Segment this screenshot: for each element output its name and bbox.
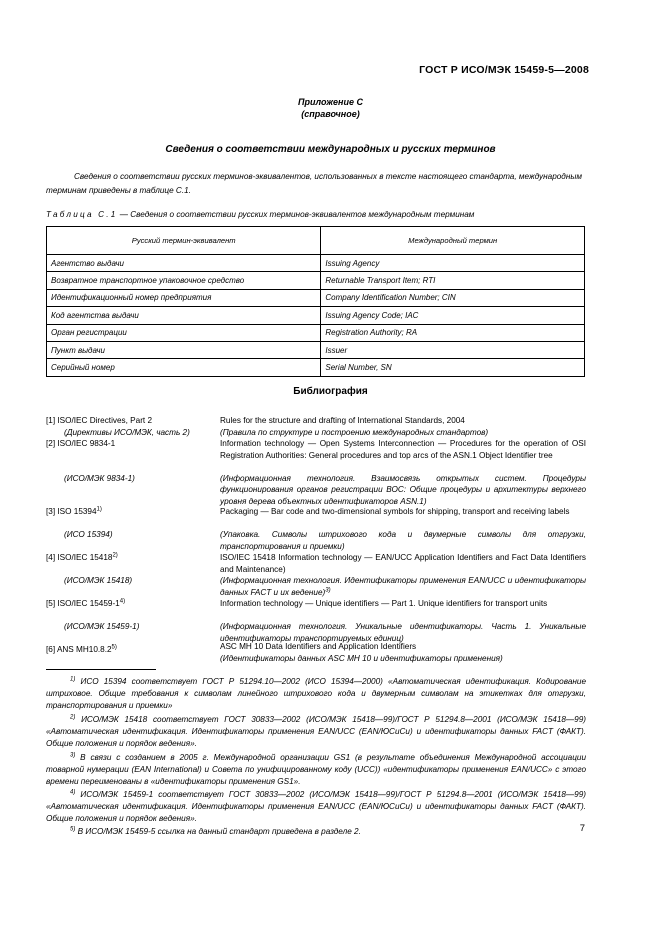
table-header-row [47, 227, 585, 255]
russian-term-cell: Пункт выдачи [47, 341, 321, 358]
bib-entry-ref [46, 598, 125, 610]
bib-entry-title: Information technology — Unique identifiers — Part 1. Unique identifiers for transport units [220, 599, 548, 608]
russian-term-cell: Агентство выдачи [47, 255, 321, 272]
russian-term-cell: Возвратное транспортное упаковочное средство [47, 272, 321, 289]
bib-entry-num: [5] [46, 599, 56, 608]
annex-type: (справочное) [301, 109, 360, 119]
terms-table [46, 226, 585, 377]
table-caption-label: Таблица С.1 [46, 210, 118, 219]
bib-entry-title-ru: (Идентификаторы данных ASC MH 10 и идентификаторы применения) [220, 653, 503, 663]
bib-entry-title: ISO/IEC 15418 Information technology — EAN/UCC Application Identifiers and Fact Data Identifiers and Maintenance) [220, 553, 586, 574]
bib-entry-ref-ru: (ИСО 15394) [64, 530, 113, 539]
bib-entry-ref-ru: (ИСО/МЭК 15418) [64, 576, 133, 585]
footnote-ref: 3) [325, 586, 331, 593]
bib-entry-title-ru [220, 575, 586, 598]
international-term-cell: Company Identification Number; CIN [321, 289, 585, 306]
international-term-cell: Issuing Agency Code; IAC [321, 307, 585, 324]
bib-entry-num: [3] [46, 507, 56, 516]
international-term-cell: Serial Number, SN [321, 359, 585, 376]
bib-entry-title-ru: (Информационная технология. Уникальные идентификаторы. Часть 1. Уникальные идентификаторы транспортируемых единиц) [220, 622, 586, 643]
table-row [47, 307, 585, 324]
bib-entry-title-ru: (Информационная технология. Взаимосвязь открытых систем. Процедуры функционирования органов регистрации ВОС: Общие процедуры и архитектуры верхнего уровня дерева объектных идентификаторов ASN.1) [220, 473, 586, 506]
table-row [47, 341, 585, 358]
table-caption [46, 210, 474, 219]
footnote-text: В ИСО/МЭК 15459-5 ссылка на данный стандарт приведена в разделе 2. [77, 827, 361, 836]
bib-entry-title: ASC MH 10 Data Identifiers and Application Identifiers [220, 642, 417, 651]
russian-term-cell: Серийный номер [47, 359, 321, 376]
table-caption-text: — Сведения о соответствии русских терминов-эквивалентов международным терминам [117, 210, 475, 219]
bib-entry-num: [4] [46, 553, 56, 562]
bib-entry-ref-text: ANS MH10.8.2 [56, 645, 112, 654]
bib-entry-title: Packaging — Bar code and two-dimensional symbols for shipping, transport and receiving labels [220, 507, 570, 516]
bib-entry-ref-text: ISO/IEC 15418 [57, 553, 113, 562]
section-title: Сведения о соответствии международных и русских терминов [165, 144, 496, 155]
footnote-ref: 5) [111, 644, 117, 651]
footnote-ref: 2) [112, 552, 118, 559]
bib-entry-title-ru-text: (Информационная технология. Идентификаторы применения EAN/UCC и идентификаторы данных FACT и их ведение) [220, 576, 586, 597]
footnote-separator [46, 669, 156, 670]
footnote [46, 826, 506, 838]
international-term-cell: Issuing Agency [321, 255, 585, 272]
standard-designation: ГОСТ Р ИСО/МЭК 15459-5—2008 [419, 64, 589, 76]
russian-term-cell: Идентификационный номер предприятия [47, 289, 321, 306]
footnote-mark: 3) [70, 752, 76, 759]
footnote-text: В связи с созданием в 2005 г. Международной организации GS1 (в результате объединения Международной ассоциации товарной нумерации (EAN International) и Совета по унифицированному коду (UCC)) «идентификаторы применения EAN/UCC» с этого времени переименованы в «идентификаторы применения GS1». [46, 753, 587, 786]
table-row [47, 255, 585, 272]
international-term-cell: Registration Authority; RA [321, 324, 585, 341]
table-row [47, 324, 585, 341]
footnote-mark: 5) [70, 826, 76, 833]
footnote [46, 789, 586, 825]
footnote-ref: 4) [119, 598, 126, 605]
international-term-cell: Issuer [321, 341, 585, 358]
table-row [47, 272, 585, 289]
russian-term-cell: Орган регистрации [47, 324, 321, 341]
bib-entry-ref-text: ISO/IEC 9834-1 [57, 439, 116, 448]
bib-entry-ref-text: ISO/IEC Directives, Part 2 [57, 416, 153, 425]
annex-title: Приложение С [298, 97, 363, 107]
footnote [46, 676, 586, 712]
footnote [46, 752, 586, 788]
bib-entry-ref [46, 415, 152, 427]
column-header-international: Международный термин [321, 227, 585, 255]
footnote-mark: 2) [70, 714, 76, 721]
bib-entry-title: Information technology — Open Systems Interconnection — Procedures for the operation of OSI Registration Authorities: General procedures and top arcs of the ASN.1 Object Identifier tree [220, 439, 586, 460]
bib-entry-ref [46, 506, 102, 518]
page-number: 7 [579, 823, 585, 834]
bib-entry-num: [2] [46, 439, 56, 448]
footnote-text: ИСО/МЭК 15459-1 соответствует ГОСТ 30833—2002 (ИСО/МЭК 15418—99)/ГОСТ Р 51294.8—2001 (ИСО/МЭК 15418—99) «Автоматическая идентификация. Идентификаторы применения EAN/UCC (EAN/ЮСиСи) и идентификаторы данных FACT (ФАКТ). Общие положения и порядок ведения». [46, 790, 586, 823]
footnote-text: ИСО/МЭК 15418 соответствует ГОСТ 30833—2002 (ИСО/МЭК 15418—99)/ГОСТ Р 51294.8—2001 (ИСО/МЭК 15418—99) «Автоматическая идентификация. Идентификаторы применения EAN/UCC (EAN/ЮСиСи) и идентификаторы данных FACT (ФАКТ). Общие положения и порядок ведения». [46, 715, 586, 748]
bib-entry-ref-ru: (ИСО/МЭК 15459-1) [64, 622, 140, 631]
table-row [47, 359, 585, 376]
bib-entry-num: [6] [46, 645, 56, 654]
bib-entry-ref-text: ISO 15394 [57, 507, 97, 516]
bib-entry-ref-text: ISO/IEC 15459-1 [57, 599, 120, 608]
footnote [46, 714, 586, 750]
intro-paragraph: Сведения о соответствии русских терминов-эквивалентов, использованных в тексте настоящего стандарта, международным терминам приведены в таблице С.1. [46, 172, 582, 195]
bib-entry-ref-ru: (Директивы ИСО/МЭК, часть 2) [64, 427, 190, 437]
bib-entry-ref-ru: (ИСО/МЭК 9834-1) [64, 473, 135, 483]
bibliography-title: Библиография [293, 386, 368, 397]
table-row [47, 289, 585, 306]
bib-entry-title-ru: (Упаковка. Символы штрихового кода и двумерные символы для отгрузки, транспортирования и приемки) [220, 530, 586, 551]
column-header-russian: Русский термин-эквивалент [47, 227, 321, 255]
bib-entry-ref [46, 552, 118, 564]
bib-entry-title-ru: (Правила по структуре и построению международных стандартов) [220, 427, 489, 437]
footnote-mark: 1) [70, 676, 76, 683]
bib-entry-num: [1] [46, 416, 56, 425]
footnote-text: ИСО 15394 соответствует ГОСТ Р 51294.10—2002 (ИСО 15394—2000) «Автоматическая идентификация. Кодирование штриховое. Общие требования к символам линейного штрихового кода и двумерным символам на этикетках для отгрузки, транспортирования и приемки» [46, 677, 586, 710]
bib-entry-ref [46, 438, 115, 450]
footnote-mark: 4) [70, 789, 76, 796]
russian-term-cell: Код агентства выдачи [47, 307, 321, 324]
international-term-cell: Returnable Transport Item; RTI [321, 272, 585, 289]
footnote-ref: 1) [96, 506, 102, 513]
bib-entry-title: Rules for the structure and drafting of International Standards, 2004 [220, 416, 465, 425]
bib-entry-ref [46, 644, 117, 656]
